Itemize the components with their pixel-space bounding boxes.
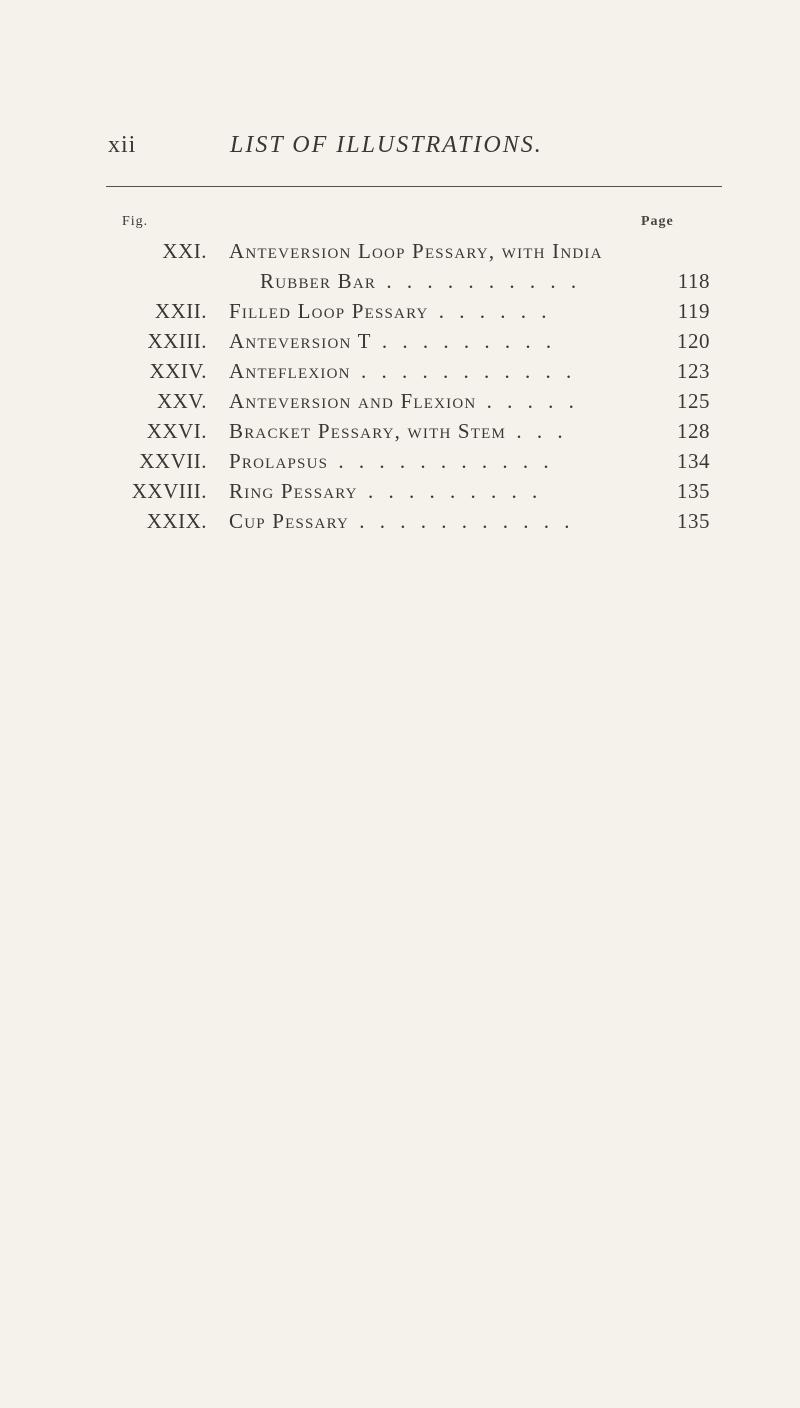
entry-title: Anteversion and Flexion . . . . . xyxy=(229,389,579,413)
entry-title: Ring Pessary . . . . . . . . . xyxy=(229,479,543,503)
figure-numeral: XXII. xyxy=(154,299,207,323)
entry-title: Anteversion Loop Pessary, with India xyxy=(229,239,603,263)
fig-column-heading: Fig. xyxy=(122,214,149,229)
figure-numeral: XXIII. xyxy=(147,329,207,353)
page-column-heading: Page xyxy=(641,214,674,229)
figure-numeral: XXIX. xyxy=(146,509,207,533)
list-item xyxy=(0,296,800,326)
entry-title: Prolapsus . . . . . . . . . . . xyxy=(229,449,554,473)
figure-numeral: XXIV. xyxy=(149,359,207,383)
entry-page: 135 xyxy=(677,509,710,533)
figure-numeral: XXI. xyxy=(162,239,207,263)
entry-title: Anteflexion . . . . . . . . . . . xyxy=(229,359,577,383)
list-item xyxy=(0,506,800,536)
entry-title: Rubber Bar . . . . . . . . . . xyxy=(260,269,582,293)
page-number: xii xyxy=(108,132,137,158)
entry-title: Filled Loop Pessary . . . . . . xyxy=(229,299,552,323)
entry-title: Bracket Pessary, with Stem . . . xyxy=(229,419,568,443)
entry-page: 135 xyxy=(677,479,710,503)
entry-page: 128 xyxy=(677,419,710,443)
list-item xyxy=(0,356,800,386)
header-rule xyxy=(106,186,722,187)
list-item xyxy=(0,326,800,356)
list-item xyxy=(0,416,800,446)
list-item xyxy=(0,386,800,416)
entry-page: 118 xyxy=(677,269,710,293)
list-item xyxy=(0,446,800,476)
entry-title: Cup Pessary . . . . . . . . . . . xyxy=(229,509,575,533)
figure-numeral: XXVI. xyxy=(146,419,207,443)
entry-page: 123 xyxy=(677,359,710,383)
entry-title: Anteversion T . . . . . . . . . xyxy=(229,329,557,353)
entry-page: 120 xyxy=(677,329,710,353)
figure-numeral: XXV. xyxy=(156,389,207,413)
list-item xyxy=(0,266,800,296)
entry-page: 125 xyxy=(677,389,710,413)
entry-page: 134 xyxy=(677,449,710,473)
figure-numeral: XXVIII. xyxy=(131,479,207,503)
list-item xyxy=(0,236,800,266)
figure-numeral: XXVII. xyxy=(139,449,207,473)
entry-page: 119 xyxy=(677,299,710,323)
page-header xyxy=(0,132,800,172)
running-title: LIST OF ILLUSTRATIONS. xyxy=(230,132,543,158)
list-item xyxy=(0,476,800,506)
